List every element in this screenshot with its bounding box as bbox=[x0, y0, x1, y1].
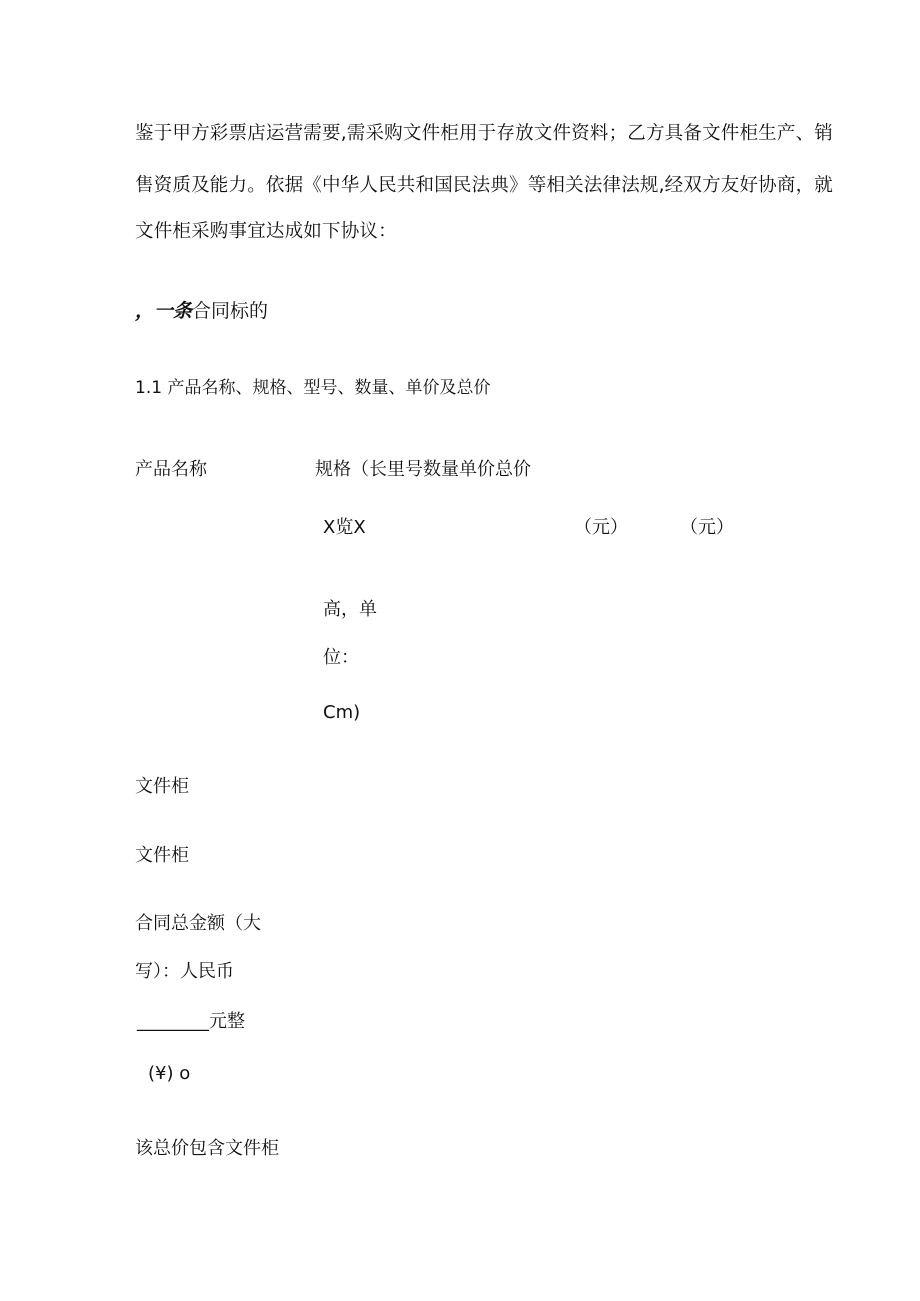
table-header-unit-price-unit: （元） bbox=[574, 517, 628, 538]
intro-line-2: 售资质及能力。依据《中华人民共和国民法典》等相关法律法规,经双方友好协商，就 bbox=[135, 175, 833, 196]
table-header-product-name: 产品名称 bbox=[135, 459, 207, 480]
total-amount-yen: (¥) o bbox=[148, 1063, 191, 1084]
table-header-total-price-unit: （元） bbox=[680, 517, 734, 538]
total-amount-blank: ________元整 bbox=[137, 1011, 245, 1032]
article-number: ，一条 bbox=[135, 300, 193, 322]
table-row-product-name: 文件柜 bbox=[135, 776, 189, 797]
table-header-spec-cm: Cm) bbox=[323, 702, 361, 723]
table-header-spec-dimensions: X览X bbox=[323, 517, 366, 538]
article-title: 合同标的 bbox=[192, 300, 269, 322]
table-header-spec-and-columns: 规格（长里号数量单价总价 bbox=[315, 459, 531, 480]
table-row-product-name: 文件柜 bbox=[135, 845, 189, 866]
clause-1-1: 1.1 产品名称、规格、型号、数量、单价及总价 bbox=[135, 378, 491, 398]
total-amount-currency: 写）：人民币 bbox=[135, 961, 234, 982]
article-heading bbox=[135, 299, 268, 323]
price-inclusion-note: 该总价包含文件柜 bbox=[135, 1138, 279, 1159]
intro-line-3: 文件柜采购事宜达成如下协议： bbox=[135, 221, 397, 242]
intro-line-1: 鉴于甲方彩票店运营需要,需采购文件柜用于存放文件资料；乙方具备文件柜生产、销 bbox=[135, 123, 833, 144]
table-header-spec-position: 位： bbox=[323, 647, 359, 668]
total-amount-label: 合同总金额（大 bbox=[135, 913, 261, 934]
table-header-spec-height-unit: 高，单 bbox=[323, 599, 377, 620]
